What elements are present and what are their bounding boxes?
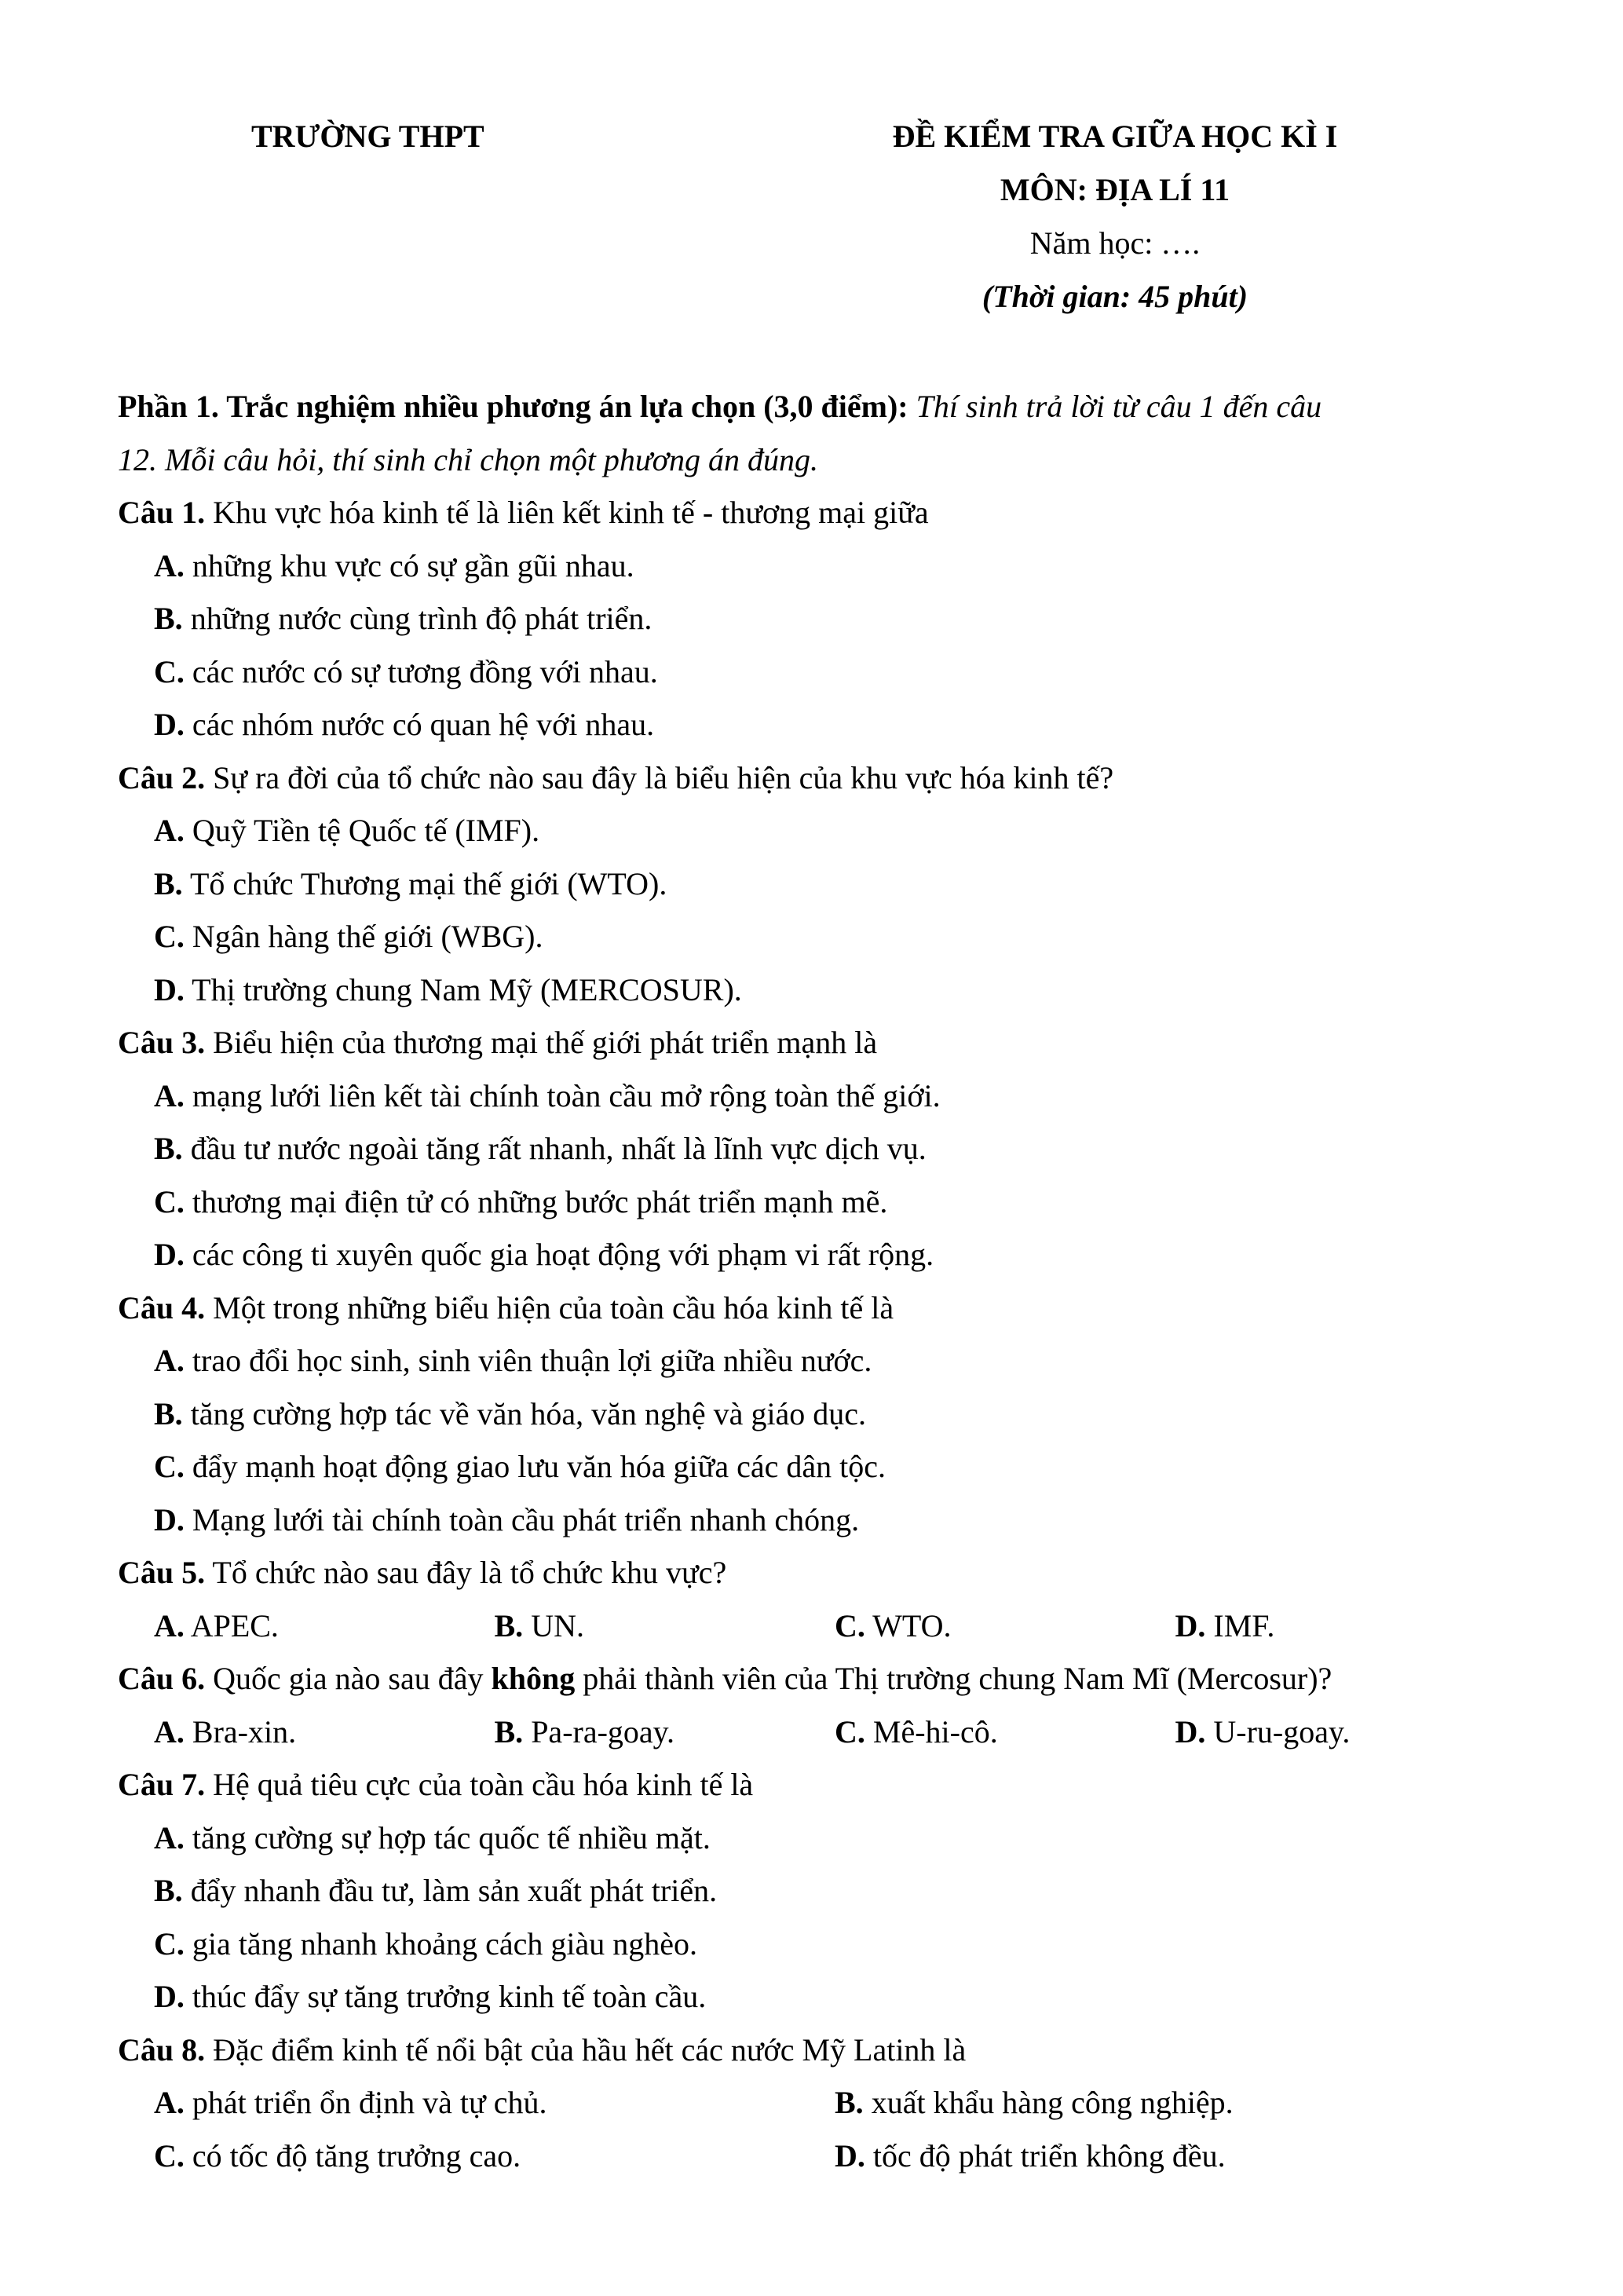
option-letter: C. [154, 2137, 185, 2174]
option-8c [154, 2130, 835, 2183]
option-1d [154, 698, 1515, 751]
exam-body [118, 380, 1515, 2182]
option-letter: A. [154, 1077, 185, 1113]
options-row [154, 1600, 1515, 1653]
option-letter: D. [1175, 1713, 1206, 1749]
exam-time: (Thời gian: 45 phút) [981, 279, 1248, 314]
option-text: đẩy nhanh đầu tư, làm sản xuất phát triển. [190, 1873, 718, 1908]
option-text: những nước cùng trình độ phát triển. [190, 601, 652, 636]
part1-instruction-1: Thí sinh trả lời từ câu 1 đến câu [916, 389, 1322, 424]
question-1 [118, 486, 1515, 539]
option-1a [154, 539, 1515, 593]
option-letter: B. [154, 1131, 183, 1166]
question-number: Câu 8. [118, 2031, 206, 2067]
option-2b [154, 857, 1515, 911]
option-5b [495, 1600, 835, 1653]
option-6b [495, 1706, 835, 1759]
option-letter: A. [154, 1607, 185, 1643]
option-letter: D. [154, 1501, 185, 1537]
school-year: Năm học: …. [1029, 225, 1201, 261]
option-text: Pa-ra-goay. [531, 1713, 675, 1749]
question-8 [118, 2024, 1515, 2077]
option-5d [1175, 1600, 1516, 1653]
option-8b [835, 2076, 1515, 2130]
option-letter: C. [154, 919, 185, 954]
option-7b [154, 1864, 1515, 1918]
option-text: mạng lưới liên kết tài chính toàn cầu mở rộng toàn thế giới. [192, 1077, 941, 1113]
question-3 [118, 1016, 1515, 1069]
question-number: Câu 2. [118, 759, 206, 795]
option-text: IMF. [1213, 1607, 1275, 1643]
option-4d [154, 1493, 1515, 1547]
question-text-after: phải thành viên của Thị trường chung Nam Mĩ (Mercosur)? [583, 1661, 1332, 1696]
option-text: gia tăng nhanh khoảng cách giàu nghèo. [192, 1925, 698, 1961]
option-4b [154, 1387, 1515, 1441]
option-6d [1175, 1706, 1516, 1759]
option-1b [154, 592, 1515, 645]
option-letter: B. [494, 1607, 524, 1643]
option-letter: A. [154, 1713, 185, 1749]
option-text: thúc đẩy sự tăng trưởng kinh tế toàn cầu. [192, 1979, 707, 2014]
option-5c [835, 1600, 1175, 1653]
option-letter: A. [154, 2085, 185, 2120]
option-3a [154, 1069, 1515, 1123]
option-text: Mạng lưới tài chính toàn cầu phát triển nhanh chóng. [192, 1501, 860, 1537]
option-5a [154, 1600, 495, 1653]
question-2 [118, 751, 1515, 805]
option-letter: D. [154, 971, 185, 1007]
option-7d [154, 1970, 1515, 2024]
option-text: tốc độ phát triển không đều. [872, 2137, 1226, 2174]
option-letter: A. [154, 1343, 185, 1378]
option-4c [154, 1440, 1515, 1493]
option-text: tăng cường sự hợp tác quốc tế nhiều mặt. [192, 1819, 711, 1855]
option-text: Bra-xin. [192, 1713, 297, 1749]
option-text: các nhóm nước có quan hệ với nhau. [192, 707, 655, 742]
option-letter: C. [835, 1713, 865, 1749]
options-row [154, 2076, 1515, 2130]
exam-title: ĐỀ KIỂM TRA GIỮA HỌC KÌ I [892, 119, 1338, 154]
question-number: Câu 6. [118, 1661, 206, 1696]
option-text: có tốc độ tăng trưởng cao. [192, 2137, 521, 2174]
question-number: Câu 1. [118, 495, 206, 530]
option-text: các nước có sự tương đồng với nhau. [192, 653, 658, 689]
option-letter: B. [835, 2085, 864, 2120]
question-text: Hệ quả tiêu cực của toàn cầu hóa kinh tế là [213, 1767, 754, 1802]
option-text: trao đổi học sinh, sinh viên thuận lợi giữa nhiều nước. [192, 1343, 872, 1378]
option-text: xuất khẩu hàng công nghiệp. [871, 2085, 1234, 2120]
option-text: đẩy mạnh hoạt động giao lưu văn hóa giữa các dân tộc. [192, 1449, 886, 1484]
option-6a [154, 1706, 495, 1759]
question-text: Tổ chức nào sau đây là tổ chức khu vực? [212, 1555, 727, 1590]
option-letter: D. [154, 707, 185, 742]
option-letter: D. [835, 2137, 865, 2174]
question-text: Biểu hiện của thương mại thế giới phát triển mạnh là [213, 1025, 878, 1060]
option-letter: B. [494, 1713, 524, 1749]
option-text: WTO. [872, 1607, 952, 1643]
question-number: Câu 5. [118, 1555, 206, 1590]
option-letter: B. [154, 1395, 183, 1431]
question-7 [118, 1758, 1515, 1812]
option-3b [154, 1122, 1515, 1175]
option-7a [154, 1812, 1515, 1865]
option-text: Mê-hi-cô. [872, 1713, 998, 1749]
question-number: Câu 4. [118, 1289, 206, 1325]
option-letter: D. [154, 1979, 185, 2014]
option-letter: B. [154, 1873, 183, 1908]
option-letter: A. [154, 547, 185, 583]
option-6c [835, 1706, 1175, 1759]
option-3c [154, 1175, 1515, 1229]
option-1c [154, 645, 1515, 699]
option-2d [154, 963, 1515, 1017]
option-text: Ngân hàng thế giới (WBG). [192, 919, 543, 954]
question-text: Đặc điểm kinh tế nổi bật của hầu hết các nước Mỹ Latinh là [213, 2031, 967, 2067]
option-2c [154, 910, 1515, 963]
question-text: Sự ra đời của tổ chức nào sau đây là biểu hiện của khu vực hóa kinh tế? [213, 759, 1114, 795]
option-letter: C. [154, 1925, 185, 1961]
option-text: thương mại điện tử có những bước phát triển mạnh mẽ. [192, 1183, 888, 1219]
option-text: Tổ chức Thương mại thế giới (WTO). [189, 865, 667, 901]
option-text: UN. [531, 1607, 584, 1643]
question-text: Một trong những biểu hiện của toàn cầu hóa kinh tế là [213, 1289, 894, 1325]
option-letter: B. [154, 601, 183, 636]
option-text: tăng cường hợp tác về văn hóa, văn nghệ và giáo dục. [190, 1395, 867, 1431]
question-number: Câu 3. [118, 1025, 206, 1060]
question-5 [118, 1546, 1515, 1600]
option-text: các công ti xuyên quốc gia hoạt động với phạm vi rất rộng. [192, 1237, 934, 1272]
option-letter: C. [154, 1183, 185, 1219]
option-letter: A. [154, 813, 185, 848]
option-letter: C. [154, 1449, 185, 1484]
school-name: TRƯỜNG THPT [251, 119, 484, 154]
option-8d [835, 2130, 1515, 2183]
part1-heading [118, 380, 1515, 486]
option-7c [154, 1918, 1515, 1971]
option-letter: D. [154, 1237, 185, 1272]
option-text: những khu vực có sự gần gũi nhau. [192, 547, 634, 583]
option-text: phát triển ổn định và tự chủ. [192, 2085, 547, 2120]
part1-title: Phần 1. Trắc nghiệm nhiều phương án lựa chọn (3,0 điểm): [118, 389, 908, 424]
option-letter: B. [154, 865, 183, 901]
option-letter: D. [1175, 1607, 1206, 1643]
option-8a [154, 2076, 835, 2130]
option-text: U-ru-goay. [1213, 1713, 1351, 1749]
question-4 [118, 1281, 1515, 1335]
part1-instruction-2: 12. Mỗi câu hỏi, thí sinh chỉ chọn một phương án đúng. [118, 441, 818, 477]
option-2a [154, 804, 1515, 857]
question-6 [118, 1652, 1515, 1706]
option-letter: C. [154, 653, 185, 689]
option-text: Thị trường chung Nam Mỹ (MERCOSUR). [192, 971, 742, 1007]
question-number: Câu 7. [118, 1767, 206, 1802]
question-text-before: Quốc gia nào sau đây [213, 1661, 484, 1696]
options-row [154, 1706, 1515, 1759]
option-text: đầu tư nước ngoài tăng rất nhanh, nhất là lĩnh vực dịch vụ. [190, 1131, 927, 1166]
option-text: Quỹ Tiền tệ Quốc tế (IMF). [192, 813, 540, 848]
option-letter: A. [154, 1819, 185, 1855]
option-text: APEC. [190, 1607, 279, 1643]
question-text: Khu vực hóa kinh tế là liên kết kinh tế - thương mại giữa [213, 495, 929, 530]
option-letter: C. [835, 1607, 865, 1643]
question-text-emphasis: không [491, 1661, 576, 1696]
exam-subject: MÔN: ĐỊA LÍ 11 [1000, 172, 1230, 207]
options-row [154, 2130, 1515, 2183]
option-3d [154, 1228, 1515, 1281]
option-4a [154, 1334, 1515, 1387]
